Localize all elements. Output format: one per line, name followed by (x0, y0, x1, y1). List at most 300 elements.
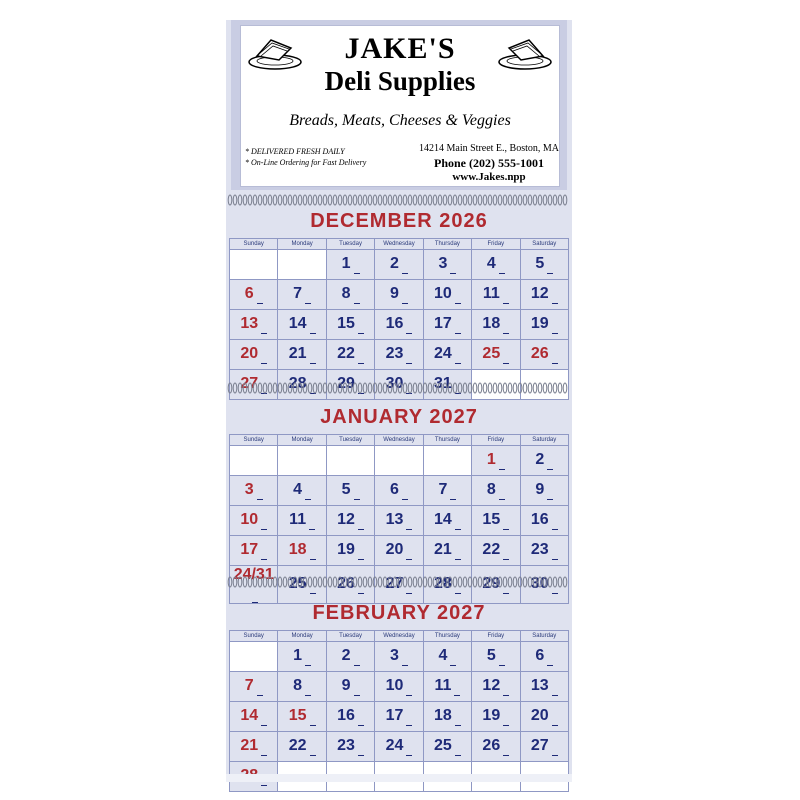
tagline: Breads, Meats, Cheeses & Veggies (289, 112, 511, 129)
binding-ring (313, 577, 317, 587)
day-cell (230, 702, 278, 732)
day-cell (326, 310, 374, 340)
binding-ring (448, 195, 452, 205)
write-line (547, 273, 553, 274)
binding-ring (563, 195, 567, 205)
binding-ring (323, 383, 327, 393)
day-number: 20 (240, 345, 259, 362)
day-cell (520, 702, 568, 732)
binding-ring (288, 383, 292, 393)
day-number: 16 (530, 511, 549, 528)
write-line (552, 725, 558, 726)
day-number: 11 (434, 677, 452, 694)
binding-ring (363, 195, 367, 205)
binding-ring (418, 577, 422, 587)
day-cell (278, 702, 326, 732)
day-cell (375, 476, 423, 506)
binding-ring (483, 577, 487, 587)
day-number: 7 (438, 481, 448, 498)
binding-ring (478, 383, 482, 393)
write-line (455, 333, 461, 334)
day-number: 30 (530, 575, 549, 592)
day-cell (520, 340, 568, 370)
day-number: 22 (482, 541, 501, 558)
business-name: JAKE'S (344, 32, 456, 65)
binding-ring (303, 383, 307, 393)
write-line (406, 559, 412, 560)
binding-ring (473, 383, 477, 393)
binding-ring (268, 195, 272, 205)
write-line (450, 665, 456, 666)
binding-ring (318, 383, 322, 393)
day-number: 25 (288, 575, 307, 592)
binding-ring (228, 383, 232, 393)
binding-ring (248, 195, 252, 205)
day-number: 16 (337, 707, 355, 724)
week-row (230, 702, 569, 732)
day-cell (472, 506, 520, 536)
day-number: 15 (288, 707, 307, 724)
write-line (552, 755, 558, 756)
binding-ring (533, 383, 537, 393)
write-line (503, 529, 509, 530)
day-number: 13 (385, 511, 404, 528)
day-cell (472, 310, 520, 340)
binding-ring (493, 195, 497, 205)
phone: Phone (202) 555-1001 (434, 156, 544, 170)
binding-ring (263, 577, 267, 587)
binding-ring (433, 577, 437, 587)
binding-ring (393, 195, 397, 205)
day-number: 17 (434, 315, 452, 332)
binding-ring (418, 383, 422, 393)
day-cell (326, 642, 374, 672)
write-line (310, 755, 316, 756)
day-cell (230, 506, 278, 536)
write-line (305, 665, 311, 666)
week-row (230, 642, 569, 672)
day-number: 26 (337, 575, 355, 592)
write-line (354, 695, 360, 696)
day-cell (278, 732, 326, 762)
day-cell (423, 702, 471, 732)
binding-ring (243, 195, 247, 205)
day-cell (375, 446, 423, 476)
write-line (310, 333, 316, 334)
month-title: JANUARY 2027 (320, 406, 478, 428)
binding-ring (538, 195, 542, 205)
day-number: 24 (434, 345, 452, 362)
day-number: 6 (535, 647, 545, 664)
binding-ring (423, 383, 427, 393)
day-cell (423, 536, 471, 566)
day-number: 2 (535, 451, 545, 468)
day-number: 16 (385, 315, 404, 332)
binding-ring (408, 383, 412, 393)
day-number: 2 (341, 647, 351, 664)
day-number: 6 (390, 481, 399, 498)
binding-ring (268, 383, 272, 393)
write-line (552, 529, 558, 530)
day-cell (520, 250, 568, 280)
binding-ring (333, 577, 337, 587)
write-line (261, 725, 267, 726)
binding-ring (498, 195, 502, 205)
write-line (455, 529, 461, 530)
day-number: 3 (438, 255, 448, 272)
write-line (455, 755, 461, 756)
day-number: 17 (240, 541, 259, 558)
binding-ring (323, 195, 327, 205)
write-line (310, 559, 316, 560)
day-cell (278, 476, 326, 506)
day-cell (520, 476, 568, 506)
binding-ring (558, 577, 562, 587)
write-line (261, 785, 267, 786)
day-cell (472, 642, 520, 672)
binding-ring (258, 195, 262, 205)
binding-ring (523, 195, 527, 205)
binding-ring (308, 577, 312, 587)
write-line (261, 755, 267, 756)
binding-ring (383, 577, 387, 587)
binding-ring (403, 195, 407, 205)
day-number: 19 (337, 541, 355, 558)
day-cell (472, 280, 520, 310)
day-cell (326, 280, 374, 310)
binding-ring (413, 577, 417, 587)
binding-ring (348, 195, 352, 205)
day-cell (520, 536, 568, 566)
website: www.Jakes.npp (452, 171, 526, 183)
write-line (503, 695, 509, 696)
day-cell (472, 702, 520, 732)
write-line (354, 273, 360, 274)
week-row (230, 310, 569, 340)
binding-ring (563, 383, 567, 393)
binding-ring (258, 383, 262, 393)
binding-ring (538, 577, 542, 587)
binding-ring (308, 195, 312, 205)
binding-ring (338, 577, 342, 587)
binding-ring (378, 195, 382, 205)
write-line (499, 665, 505, 666)
binding-ring (508, 577, 512, 587)
day-number: 10 (385, 677, 404, 694)
binding-ring (238, 577, 242, 587)
day-cell (278, 536, 326, 566)
day-number: 9 (390, 285, 399, 302)
write-line (503, 303, 509, 304)
day-cell (375, 732, 423, 762)
day-number: 19 (530, 315, 549, 332)
binding-ring (388, 383, 392, 393)
weekday-header: Friday (472, 435, 520, 446)
write-line (309, 529, 315, 530)
day-cell (520, 732, 568, 762)
binding-ring (283, 195, 287, 205)
write-line (261, 559, 267, 560)
day-number: 30 (385, 375, 404, 392)
binding-ring (438, 383, 442, 393)
binding-ring (318, 195, 322, 205)
binding-ring (398, 383, 402, 393)
day-number: 19 (482, 707, 501, 724)
day-number: 15 (337, 315, 355, 332)
day-cell (375, 280, 423, 310)
binding-ring (403, 577, 407, 587)
month-grid (229, 238, 569, 400)
binding-ring (503, 577, 507, 587)
day-cell (520, 310, 568, 340)
day-cell (278, 446, 326, 476)
day-cell (278, 672, 326, 702)
day-cell (472, 340, 520, 370)
day-cell (472, 476, 520, 506)
binding-ring (273, 195, 277, 205)
binding-ring (428, 577, 432, 587)
binding-ring (528, 577, 532, 587)
day-number: 18 (288, 541, 307, 558)
day-number: 8 (341, 285, 351, 302)
day-number: 27 (385, 575, 404, 592)
write-line (354, 303, 360, 304)
weekday-header: Saturday (520, 435, 568, 446)
day-cell (375, 340, 423, 370)
binding-ring (358, 195, 362, 205)
binding-ring (393, 577, 397, 587)
binding-ring (373, 195, 377, 205)
day-number: 29 (482, 575, 501, 592)
write-line (402, 499, 408, 500)
day-number: 28 (288, 375, 307, 392)
day-number: 2 (390, 255, 399, 272)
write-line (406, 695, 412, 696)
binding-ring (468, 383, 472, 393)
day-cell (520, 672, 568, 702)
day-cell (230, 672, 278, 702)
day-cell (520, 506, 568, 536)
day-cell (375, 642, 423, 672)
day-cell (230, 732, 278, 762)
binding-ring (458, 383, 462, 393)
day-number: 23 (337, 737, 355, 754)
binding-ring (413, 383, 417, 393)
write-line (358, 725, 364, 726)
day-number: 7 (244, 677, 254, 694)
binding-ring (478, 195, 482, 205)
week-row (230, 536, 569, 566)
binding-ring (233, 195, 237, 205)
day-number: 27 (240, 375, 259, 392)
binding-ring (228, 195, 232, 205)
binding-ring (443, 195, 447, 205)
weekday-header: Monday (278, 239, 326, 250)
binding-ring (528, 383, 532, 393)
day-cell (326, 506, 374, 536)
binding-ring (288, 195, 292, 205)
day-cell (375, 310, 423, 340)
binding-ring (453, 577, 457, 587)
day-number: 12 (337, 511, 355, 528)
binding-ring (398, 195, 402, 205)
binding-ring (378, 577, 382, 587)
binding-ring (468, 195, 472, 205)
weekday-header: Wednesday (375, 435, 423, 446)
weekday-header: Sunday (230, 631, 278, 642)
binding-ring (273, 577, 277, 587)
day-cell (423, 310, 471, 340)
binding-ring (458, 577, 462, 587)
binding-ring (503, 195, 507, 205)
day-number: 31 (434, 375, 452, 392)
write-line (402, 665, 408, 666)
day-cell (423, 672, 471, 702)
write-line (305, 303, 311, 304)
binding-ring (478, 577, 482, 587)
day-number: 1 (341, 255, 351, 272)
day-cell (423, 476, 471, 506)
binding-ring (353, 383, 357, 393)
contact-block (419, 142, 559, 184)
write-line (261, 333, 267, 334)
day-number: 14 (434, 511, 452, 528)
binding-ring (423, 195, 427, 205)
day-number: 9 (535, 481, 545, 498)
binding-ring (558, 195, 562, 205)
address: 14214 Main Street E., Boston, MA (419, 143, 559, 154)
weekday-header: Tuesday (326, 435, 374, 446)
day-number: 20 (385, 541, 404, 558)
write-line (547, 499, 553, 500)
binding-ring (313, 195, 317, 205)
day-number: 25 (434, 737, 452, 754)
day-cell (375, 506, 423, 536)
day-cell (520, 446, 568, 476)
write-line (358, 593, 364, 594)
binding-ring (513, 195, 517, 205)
write-line (305, 695, 311, 696)
day-cell (278, 642, 326, 672)
binding-ring (518, 383, 522, 393)
day-number: 29 (337, 375, 355, 392)
binding-ring (303, 195, 307, 205)
binding-ring (333, 195, 337, 205)
write-line (552, 363, 558, 364)
write-line (310, 593, 316, 594)
binding-ring (443, 577, 447, 587)
binding-ring (348, 383, 352, 393)
binding-ring (343, 577, 347, 587)
write-line (503, 593, 509, 594)
week-row (230, 250, 569, 280)
binding-ring (518, 577, 522, 587)
day-cell (472, 672, 520, 702)
binding-ring (278, 577, 282, 587)
write-line (454, 695, 460, 696)
day-number: 14 (240, 707, 259, 724)
day-cell (423, 340, 471, 370)
weekday-header: Saturday (520, 631, 568, 642)
spiral-binding (226, 576, 572, 588)
binding-ring (553, 383, 557, 393)
binding-ring (243, 577, 247, 587)
write-line (358, 755, 364, 756)
write-line (257, 499, 263, 500)
write-line (499, 469, 505, 470)
week-row (230, 672, 569, 702)
binding-ring (383, 195, 387, 205)
binding-ring (443, 383, 447, 393)
write-line (406, 333, 412, 334)
binding-ring (388, 195, 392, 205)
write-line (450, 499, 456, 500)
day-cell (230, 250, 278, 280)
write-line (402, 303, 408, 304)
write-line (547, 665, 553, 666)
binding-ring (293, 577, 297, 587)
day-cell (278, 280, 326, 310)
day-number: 12 (530, 285, 549, 302)
binding-ring (523, 577, 527, 587)
binding-ring (463, 577, 467, 587)
write-line (503, 363, 509, 364)
week-row (230, 340, 569, 370)
binding-ring (273, 383, 277, 393)
write-line (547, 469, 553, 470)
write-line (455, 363, 461, 364)
weekday-header: Friday (472, 239, 520, 250)
binding-ring (373, 577, 377, 587)
month-title: FEBRUARY 2027 (312, 602, 486, 624)
binding-ring (533, 577, 537, 587)
write-line (552, 559, 558, 560)
binding-ring (243, 383, 247, 393)
day-cell (472, 446, 520, 476)
binding-ring (368, 577, 372, 587)
day-cell (278, 310, 326, 340)
binding-ring (463, 195, 467, 205)
day-cell (326, 476, 374, 506)
day-number: 13 (240, 315, 259, 332)
day-number: 14 (288, 315, 307, 332)
binding-ring (463, 383, 467, 393)
binding-ring (368, 195, 372, 205)
binding-ring (298, 577, 302, 587)
day-cell (472, 732, 520, 762)
day-number: 22 (337, 345, 355, 362)
binding-ring (403, 383, 407, 393)
day-number: 18 (434, 707, 452, 724)
day-cell (423, 506, 471, 536)
write-line (358, 529, 364, 530)
write-line (358, 559, 364, 560)
day-number: 17 (385, 707, 404, 724)
day-number: 10 (240, 511, 259, 528)
write-line (402, 273, 408, 274)
binding-ring (453, 383, 457, 393)
binding-ring (238, 383, 242, 393)
weekday-header: Tuesday (326, 239, 374, 250)
binding-ring (358, 577, 362, 587)
bottom-strip (226, 774, 572, 782)
bullet-list (245, 146, 366, 168)
weekday-header: Thursday (423, 435, 471, 446)
day-number: 6 (244, 285, 254, 302)
binding-ring (353, 577, 357, 587)
binding-ring (513, 383, 517, 393)
day-number: 3 (244, 481, 254, 498)
